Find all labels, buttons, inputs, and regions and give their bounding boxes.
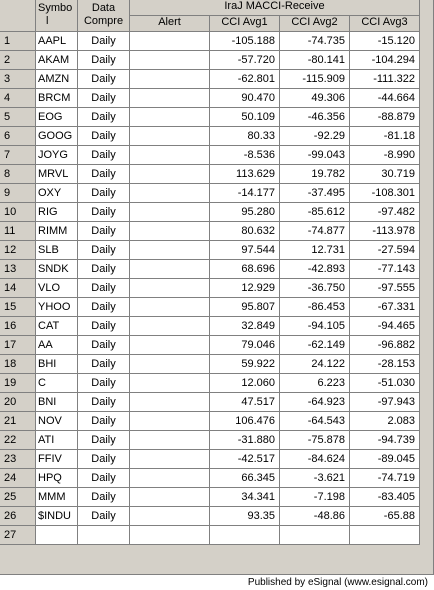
cell-interval[interactable]: Daily (78, 298, 130, 317)
cell-cci-avg2[interactable]: -94.105 (280, 317, 350, 336)
table-row[interactable] (0, 336, 420, 355)
row-number[interactable]: 15 (0, 298, 36, 317)
cell-alert[interactable] (130, 488, 210, 507)
footer-credit: Published by eSignal (www.esignal.com) (0, 575, 434, 590)
column-header-data-line2: Compre (83, 15, 124, 27)
row-number[interactable]: 12 (0, 241, 36, 260)
cell-interval[interactable]: Daily (78, 108, 130, 127)
row-number[interactable]: 22 (0, 431, 36, 450)
cell-interval[interactable]: Daily (78, 355, 130, 374)
cell-alert[interactable] (130, 412, 210, 431)
column-header-data-line1: Data (91, 2, 116, 14)
cell-cci-avg1[interactable]: 93.35 (210, 507, 280, 526)
cell-alert[interactable] (130, 165, 210, 184)
column-header-cci-avg3[interactable]: CCI Avg3 (350, 16, 420, 32)
cell-cci-avg3[interactable] (350, 526, 420, 545)
table-row[interactable] (0, 298, 420, 317)
cell-symbol[interactable]: VLO (36, 279, 78, 298)
table-row[interactable] (0, 32, 420, 51)
cell-cci-avg3[interactable]: -97.555 (350, 279, 420, 298)
cell-cci-avg3[interactable]: -94.739 (350, 431, 420, 450)
cell-cci-avg2[interactable]: -74.877 (280, 222, 350, 241)
study-title: IraJ MACCI-Receive (224, 0, 325, 12)
cell-cci-avg3[interactable]: -74.719 (350, 469, 420, 488)
table-row[interactable] (0, 279, 420, 298)
cell-cci-avg3[interactable]: -77.143 (350, 260, 420, 279)
cell-alert[interactable] (130, 184, 210, 203)
cell-symbol[interactable]: SLB (36, 241, 78, 260)
cell-interval[interactable]: Daily (78, 374, 130, 393)
cell-cci-avg2[interactable]: -84.624 (280, 450, 350, 469)
cell-alert[interactable] (130, 393, 210, 412)
cell-alert[interactable] (130, 450, 210, 469)
cell-cci-avg1[interactable]: 80.33 (210, 127, 280, 146)
table-row[interactable] (0, 260, 420, 279)
cell-interval[interactable] (78, 526, 130, 545)
column-header-symbol-line2: l (46, 15, 49, 27)
cell-alert[interactable] (130, 279, 210, 298)
cell-cci-avg1[interactable]: 106.476 (210, 412, 280, 431)
cell-alert[interactable] (130, 317, 210, 336)
row-number[interactable]: 13 (0, 260, 36, 279)
row-number[interactable]: 24 (0, 469, 36, 488)
cell-cci-avg2[interactable]: 12.731 (280, 241, 350, 260)
table-row[interactable] (0, 127, 420, 146)
cell-cci-avg1[interactable]: 12.929 (210, 279, 280, 298)
cell-interval[interactable]: Daily (78, 165, 130, 184)
cell-interval[interactable]: Daily (78, 241, 130, 260)
cell-cci-avg2[interactable]: 19.782 (280, 165, 350, 184)
cell-cci-avg1[interactable]: 97.544 (210, 241, 280, 260)
row-number[interactable]: 11 (0, 222, 36, 241)
cell-symbol[interactable]: HPQ (36, 469, 78, 488)
cell-cci-avg2[interactable]: -80.141 (280, 51, 350, 70)
table-row[interactable] (0, 507, 420, 526)
table-row[interactable] (0, 355, 420, 374)
cell-interval[interactable]: Daily (78, 146, 130, 165)
cell-symbol[interactable]: JOYG (36, 146, 78, 165)
row-number[interactable]: 14 (0, 279, 36, 298)
cell-cci-avg1[interactable]: 113.629 (210, 165, 280, 184)
cell-cci-avg3[interactable]: -65.88 (350, 507, 420, 526)
cell-interval[interactable]: Daily (78, 260, 130, 279)
cell-cci-avg1[interactable]: 59.922 (210, 355, 280, 374)
cell-cci-avg3[interactable]: -89.045 (350, 450, 420, 469)
cell-alert[interactable] (130, 89, 210, 108)
cell-cci-avg3[interactable]: -88.879 (350, 108, 420, 127)
corner-header[interactable] (0, 0, 36, 32)
cell-cci-avg2[interactable]: -92.29 (280, 127, 350, 146)
cell-symbol[interactable]: EOG (36, 108, 78, 127)
cell-symbol[interactable]: RIMM (36, 222, 78, 241)
cell-symbol[interactable]: AA (36, 336, 78, 355)
cell-cci-avg3[interactable]: -67.331 (350, 298, 420, 317)
cell-interval[interactable]: Daily (78, 469, 130, 488)
cell-cci-avg3[interactable]: -81.18 (350, 127, 420, 146)
cell-cci-avg3[interactable]: -15.120 (350, 32, 420, 51)
column-group-header (130, 0, 420, 16)
cell-interval[interactable]: Daily (78, 89, 130, 108)
cell-cci-avg2[interactable]: -75.878 (280, 431, 350, 450)
cell-symbol[interactable]: BNI (36, 393, 78, 412)
cell-alert[interactable] (130, 51, 210, 70)
cell-cci-avg2[interactable]: -115.909 (280, 70, 350, 89)
row-number[interactable]: 10 (0, 203, 36, 222)
cell-alert[interactable] (130, 108, 210, 127)
cell-symbol[interactable]: CAT (36, 317, 78, 336)
row-number[interactable]: 20 (0, 393, 36, 412)
row-number[interactable]: 8 (0, 165, 36, 184)
cell-alert[interactable] (130, 203, 210, 222)
cell-cci-avg3[interactable]: -113.978 (350, 222, 420, 241)
table-row[interactable] (0, 431, 420, 450)
cell-cci-avg2[interactable]: -64.543 (280, 412, 350, 431)
cell-alert[interactable] (130, 526, 210, 545)
cell-symbol[interactable]: SNDK (36, 260, 78, 279)
cell-interval[interactable]: Daily (78, 507, 130, 526)
row-number[interactable]: 18 (0, 355, 36, 374)
table-row[interactable] (0, 51, 420, 70)
row-number[interactable]: 26 (0, 507, 36, 526)
cell-symbol[interactable]: MRVL (36, 165, 78, 184)
cell-cci-avg2[interactable]: -37.495 (280, 184, 350, 203)
cell-alert[interactable] (130, 355, 210, 374)
cell-interval[interactable]: Daily (78, 127, 130, 146)
cell-cci-avg1[interactable]: -62.801 (210, 70, 280, 89)
cell-interval[interactable]: Daily (78, 203, 130, 222)
table-row[interactable] (0, 393, 420, 412)
cell-cci-avg2[interactable]: -64.923 (280, 393, 350, 412)
cell-cci-avg1[interactable] (210, 526, 280, 545)
column-header-alert[interactable]: Alert (130, 16, 210, 32)
cell-cci-avg2[interactable]: -86.453 (280, 298, 350, 317)
cell-alert[interactable] (130, 32, 210, 51)
cell-cci-avg3[interactable]: -96.882 (350, 336, 420, 355)
cell-cci-avg1[interactable]: 47.517 (210, 393, 280, 412)
cell-cci-avg2[interactable]: -46.356 (280, 108, 350, 127)
cell-symbol[interactable]: ATI (36, 431, 78, 450)
table-row[interactable] (0, 222, 420, 241)
cell-alert[interactable] (130, 222, 210, 241)
row-number[interactable]: 7 (0, 146, 36, 165)
cell-interval[interactable]: Daily (78, 222, 130, 241)
cell-cci-avg3[interactable]: -8.990 (350, 146, 420, 165)
cell-symbol[interactable]: AKAM (36, 51, 78, 70)
cell-cci-avg3[interactable]: -94.465 (350, 317, 420, 336)
cell-cci-avg1[interactable]: -57.720 (210, 51, 280, 70)
table-row[interactable] (0, 89, 420, 108)
cell-alert[interactable] (130, 146, 210, 165)
row-number[interactable]: 6 (0, 127, 36, 146)
cell-alert[interactable] (130, 336, 210, 355)
row-number[interactable]: 23 (0, 450, 36, 469)
cell-cci-avg1[interactable]: 95.280 (210, 203, 280, 222)
cell-cci-avg3[interactable]: -27.594 (350, 241, 420, 260)
cell-cci-avg3[interactable]: -44.664 (350, 89, 420, 108)
cell-cci-avg2[interactable] (280, 526, 350, 545)
cell-cci-avg3[interactable]: 30.719 (350, 165, 420, 184)
cell-cci-avg3[interactable]: -83.405 (350, 488, 420, 507)
cell-interval[interactable]: Daily (78, 393, 130, 412)
cell-alert[interactable] (130, 127, 210, 146)
cell-alert[interactable] (130, 298, 210, 317)
cell-cci-avg2[interactable]: 24.122 (280, 355, 350, 374)
cell-interval[interactable]: Daily (78, 70, 130, 89)
cell-cci-avg3[interactable]: -104.294 (350, 51, 420, 70)
table-row[interactable] (0, 317, 420, 336)
cell-interval[interactable]: Daily (78, 184, 130, 203)
table-row[interactable] (0, 165, 420, 184)
cell-cci-avg3[interactable]: -97.943 (350, 393, 420, 412)
cell-cci-avg1[interactable]: -105.188 (210, 32, 280, 51)
cell-cci-avg1[interactable]: 68.696 (210, 260, 280, 279)
cell-cci-avg2[interactable]: -7.198 (280, 488, 350, 507)
cell-symbol[interactable]: $INDU (36, 507, 78, 526)
table-row[interactable] (0, 488, 420, 507)
cell-alert[interactable] (130, 469, 210, 488)
cell-cci-avg2[interactable]: -36.750 (280, 279, 350, 298)
cell-symbol[interactable] (36, 526, 78, 545)
cell-alert[interactable] (130, 260, 210, 279)
cell-cci-avg1[interactable]: 90.470 (210, 89, 280, 108)
cell-interval[interactable]: Daily (78, 431, 130, 450)
cell-symbol[interactable]: FFIV (36, 450, 78, 469)
cell-symbol[interactable]: OXY (36, 184, 78, 203)
cell-cci-avg3[interactable]: -111.322 (350, 70, 420, 89)
column-header-symbol-line1: Symbo (38, 2, 73, 14)
cell-cci-avg2[interactable]: 6.223 (280, 374, 350, 393)
cell-symbol[interactable]: C (36, 374, 78, 393)
cell-cci-avg1[interactable]: 95.807 (210, 298, 280, 317)
cell-interval[interactable]: Daily (78, 51, 130, 70)
cell-alert[interactable] (130, 241, 210, 260)
row-number[interactable]: 25 (0, 488, 36, 507)
cell-alert[interactable] (130, 431, 210, 450)
row-number[interactable]: 9 (0, 184, 36, 203)
cell-cci-avg2[interactable]: -62.149 (280, 336, 350, 355)
cell-symbol[interactable]: MMM (36, 488, 78, 507)
cell-cci-avg2[interactable]: -85.612 (280, 203, 350, 222)
row-number[interactable]: 27 (0, 526, 36, 545)
cell-symbol[interactable]: GOOG (36, 127, 78, 146)
row-number[interactable]: 17 (0, 336, 36, 355)
row-number[interactable]: 16 (0, 317, 36, 336)
table-row[interactable] (0, 526, 420, 545)
column-header-cci-avg1[interactable]: CCI Avg1 (210, 16, 280, 32)
cell-interval[interactable]: Daily (78, 317, 130, 336)
cell-cci-avg2[interactable]: -42.893 (280, 260, 350, 279)
table-row[interactable] (0, 184, 420, 203)
cell-cci-avg1[interactable]: 12.060 (210, 374, 280, 393)
table-row[interactable] (0, 412, 420, 431)
cell-symbol[interactable]: BRCM (36, 89, 78, 108)
row-number[interactable]: 3 (0, 70, 36, 89)
cell-cci-avg1[interactable]: 80.632 (210, 222, 280, 241)
row-number[interactable]: 19 (0, 374, 36, 393)
table-row[interactable] (0, 146, 420, 165)
cell-cci-avg1[interactable]: 66.345 (210, 469, 280, 488)
cell-interval[interactable]: Daily (78, 450, 130, 469)
row-number[interactable]: 5 (0, 108, 36, 127)
cell-symbol[interactable]: BHI (36, 355, 78, 374)
cell-cci-avg2[interactable]: 49.306 (280, 89, 350, 108)
cell-cci-avg2[interactable]: -74.735 (280, 32, 350, 51)
cell-cci-avg3[interactable]: -97.482 (350, 203, 420, 222)
cell-cci-avg3[interactable]: -28.153 (350, 355, 420, 374)
cell-cci-avg1[interactable]: 79.046 (210, 336, 280, 355)
cell-symbol[interactable]: AMZN (36, 70, 78, 89)
cell-cci-avg2[interactable]: -3.621 (280, 469, 350, 488)
table-row[interactable] (0, 469, 420, 488)
cell-interval[interactable]: Daily (78, 336, 130, 355)
table-row[interactable] (0, 108, 420, 127)
cell-symbol[interactable]: YHOO (36, 298, 78, 317)
table-row[interactable] (0, 374, 420, 393)
cell-alert[interactable] (130, 507, 210, 526)
cell-symbol[interactable]: AAPL (36, 32, 78, 51)
row-number[interactable]: 2 (0, 51, 36, 70)
cell-symbol[interactable]: RIG (36, 203, 78, 222)
cell-interval[interactable]: Daily (78, 488, 130, 507)
row-number[interactable]: 1 (0, 32, 36, 51)
cell-cci-avg1[interactable]: -42.517 (210, 450, 280, 469)
cell-interval[interactable]: Daily (78, 32, 130, 51)
cell-cci-avg1[interactable]: 32.849 (210, 317, 280, 336)
table-row[interactable] (0, 203, 420, 222)
cell-cci-avg3[interactable]: 2.083 (350, 412, 420, 431)
cell-cci-avg3[interactable]: -108.301 (350, 184, 420, 203)
cell-cci-avg2[interactable]: -99.043 (280, 146, 350, 165)
cell-cci-avg3[interactable]: -51.030 (350, 374, 420, 393)
column-header-data-compression[interactable] (78, 0, 130, 32)
table-row[interactable] (0, 241, 420, 260)
cell-cci-avg1[interactable]: 50.109 (210, 108, 280, 127)
table-row[interactable] (0, 70, 420, 89)
cell-cci-avg2[interactable]: -48.86 (280, 507, 350, 526)
cell-alert[interactable] (130, 70, 210, 89)
cell-interval[interactable]: Daily (78, 279, 130, 298)
cell-cci-avg1[interactable]: -31.880 (210, 431, 280, 450)
cell-cci-avg1[interactable]: -8.536 (210, 146, 280, 165)
cell-cci-avg1[interactable]: 34.341 (210, 488, 280, 507)
row-number[interactable]: 21 (0, 412, 36, 431)
row-number[interactable]: 4 (0, 89, 36, 108)
cell-symbol[interactable]: NOV (36, 412, 78, 431)
column-header-symbol[interactable] (36, 0, 78, 32)
table-row[interactable] (0, 450, 420, 469)
cell-interval[interactable]: Daily (78, 412, 130, 431)
cell-cci-avg1[interactable]: -14.177 (210, 184, 280, 203)
column-header-cci-avg2[interactable]: CCI Avg2 (280, 16, 350, 32)
cell-alert[interactable] (130, 374, 210, 393)
